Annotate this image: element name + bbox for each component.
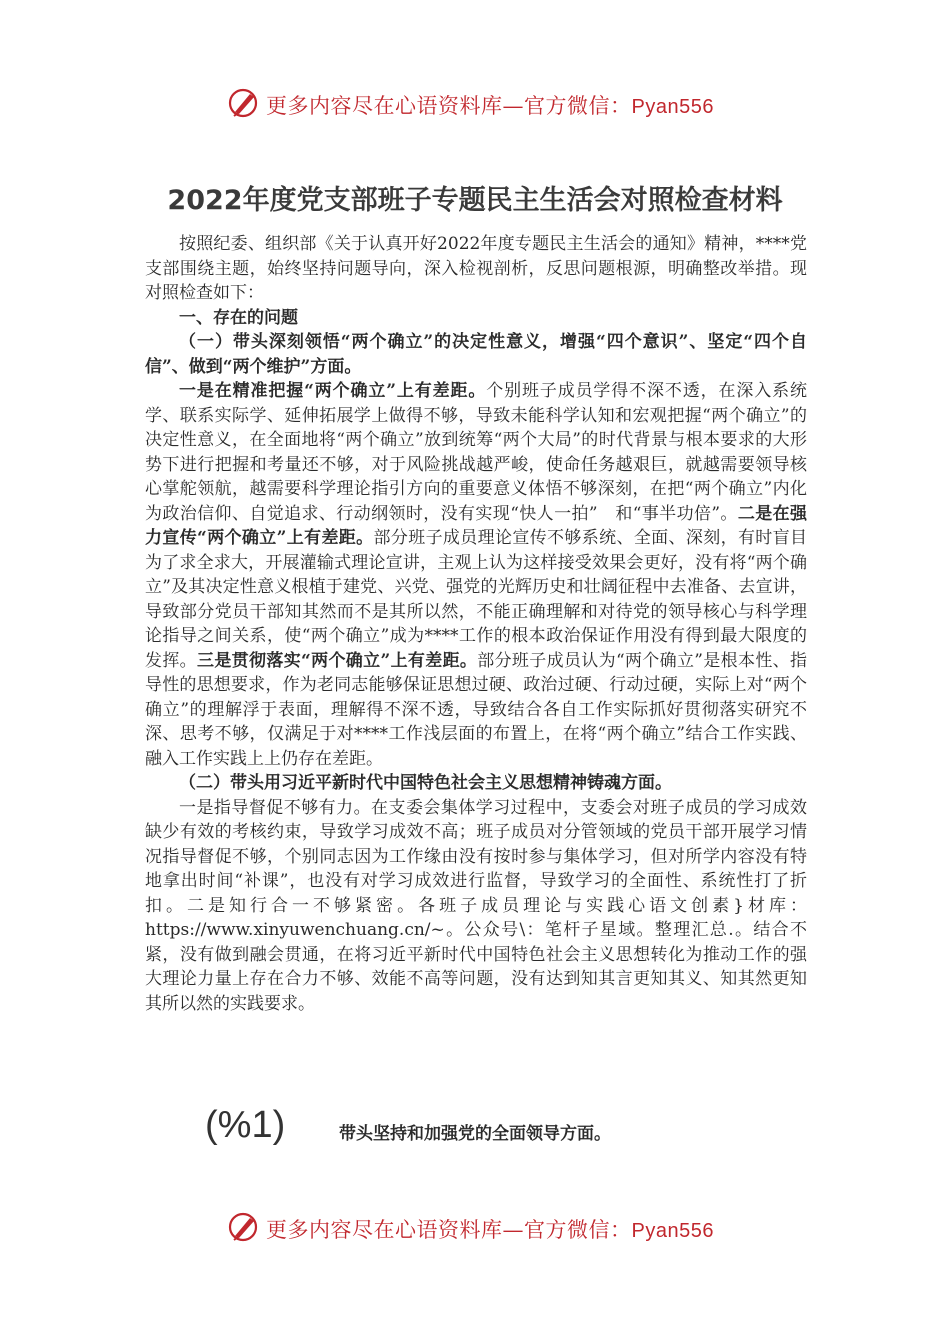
header-watermark: [0, 84, 950, 124]
lead-phrase-3: 三是贯彻落实“两个确立”上有差距。: [197, 650, 478, 671]
lead-phrase-2: 二是在强力宣传“两个确立”上有差距。: [145, 503, 807, 548]
paragraph-1: 一是在精准把握“两个确立”上有差距。个别班子成员学得不深不透，在深入系统学、联系实际学、延伸拓展学上做得不够，导致未能科学认知和宏观把握“两个确立”的决定性意义，在全面地将“两个确立”放到统筹“两个大局”的时代背景与根本要求的大形势下进行把握和考量还不够，对于风险挑战越严峻，使命任务越艰巨，就越需要领导核心掌舵领航，越需要科学理论指引方向的重要意义体悟不够深刻，在把“两个确立”内化为政治信仰、自觉追求、行动纲领时，没有实现“快人一拍” 和“事半功倍”。二是在强力宣传“两个确立”上有差距。部分班子成员理论宣传不够系统、全面、深刻，有时盲目为了求全求大，开展灌输式理论宣讲，主观上认为这样接受效果会更好，没有将“两个确立”及其决定性意义根植于建党、兴党、强党的光辉历史和壮阔征程中去准备、去宣讲，导致部分党员干部知其然而不是其所以然，不能正确理解和对待党的领导核心与科学理论指导之间关系，使“两个确立”成为****工作的根本政治保证作用没有得到最大限度的发挥。三是贯彻落实“两个确立”上有差距。部分班子成员认为“两个确立”是根本性、指导性的思想要求，作为老同志能够保证思想过硬、政治过硬、行动过硬，实际上对“两个确立”的理解浮于表面，理解得不深不透，导致结合各自工作实际抓好贯彻落实研究不深、思考不够，仅满足于对****工作浅层面的布置上，在将“两个确立”结合工作实践、融入工作实践上上仍存在差距。: [145, 381, 808, 769]
pen-logo-icon: [226, 86, 260, 120]
watermark-text: 更多内容尽在心语资料库—官方微信：Pyan556: [266, 1218, 714, 1242]
wechat-id: Pyan556: [631, 1220, 714, 1242]
lead-phrase-1: 一是在精准把握“两个确立”上有差距。: [179, 381, 487, 401]
section-heading: 一、存在的问题: [179, 307, 298, 328]
wechat-id: Pyan556: [631, 96, 714, 118]
footer-watermark: [0, 1208, 950, 1248]
subsection-number: (%1): [205, 1104, 286, 1146]
subsection-title: 带头坚持和加强党的全面领导方面。: [339, 1124, 611, 1144]
document-body: [145, 232, 807, 1016]
paragraph-2: 一是指导督促不够有力。在支委会集体学习过程中，支委会对班子成员的学习成效缺少有效的考核约束，导致学习成效不高；班子成员对分管领域的党员干部开展学习情况指导督促不够，个别同志因为工作缘由没有按时参与集体学习，但对所学内容没有特地拿出时间“补课”，也没有对学习成效进行监督，导致学习的全面性、系统性打了折扣。二是知行合一不够紧密。各班子成员理论与实践心语文创素}材库：https://www.xinyuwenchuang.cn/~。公众号\：笔杆子星域。整理汇总.。结合不紧，没有做到融会贯通，在将习近平新时代中国特色社会主义思想转化为推动工作的强大理论力量上存在合力不够、效能不高等问题，没有达到知其言更知其义、知其然更知其所以然的实践要求。: [145, 797, 807, 1014]
subsection-heading-1: （一）带头深刻领悟“两个确立”的决定性意义，增强“四个意识”、坚定“四个自信”、做到“两个维护”方面。: [145, 332, 807, 377]
intro-paragraph: 按照纪委、组织部《关于认真开好2022年度专题民主生活会的通知》精神，****党支部围绕主题，始终坚持问题导向，深入检视剖析，反思问题根源，明确整改举措。现对照检查如下：: [145, 234, 807, 303]
watermark-text: 更多内容尽在心语资料库—官方微信：Pyan556: [266, 94, 714, 118]
subsection-heading-2: （二）带头用习近平新时代中国特色社会主义思想精神铸魂方面。: [179, 773, 672, 793]
pen-logo-icon: [226, 1210, 260, 1244]
document-title: 2022年度党支部班子专题民主生活会对照检查材料: [167, 185, 783, 216]
